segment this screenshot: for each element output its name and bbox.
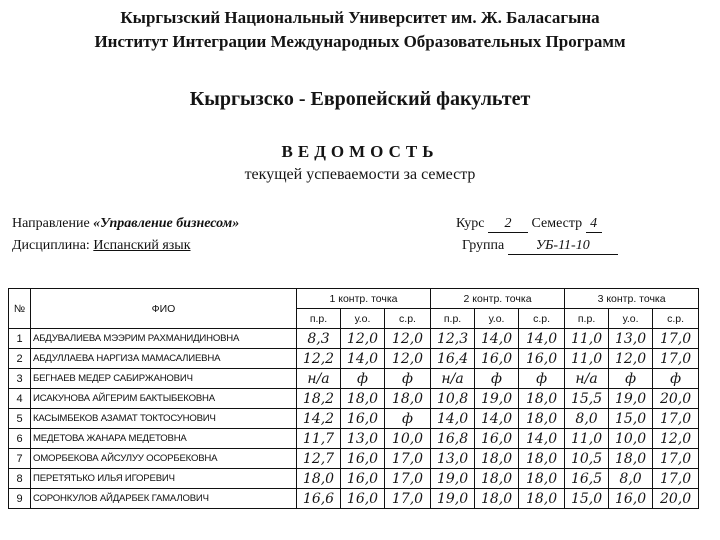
grade-cell: 16,0 xyxy=(341,489,385,509)
course-semester-line xyxy=(456,216,602,233)
grade-cell: 14,0 xyxy=(431,409,475,429)
grade-cell: 16,6 xyxy=(297,489,341,509)
grade-cell: 14,0 xyxy=(341,349,385,369)
subcol-header: п.р. xyxy=(565,309,609,329)
subcol-header: п.р. xyxy=(297,309,341,329)
grade-cell: 10,8 xyxy=(431,389,475,409)
grade-cell: 18,2 xyxy=(297,389,341,409)
grade-cell: 16,8 xyxy=(431,429,475,449)
grades-table xyxy=(8,288,699,509)
document-title: ВЕДОМОСТЬ xyxy=(281,142,439,161)
student-name: СОРОНКУЛОВ АЙДАРБЕК ГАМАЛОВИЧ xyxy=(31,489,297,509)
course-value: 2 xyxy=(488,216,528,233)
table-row xyxy=(9,449,699,469)
grade-cell: 14,2 xyxy=(297,409,341,429)
subcol-header: у.о. xyxy=(341,309,385,329)
grade-cell: ф xyxy=(475,369,519,389)
grade-cell: 18,0 xyxy=(475,489,519,509)
subcol-header: п.р. xyxy=(431,309,475,329)
grade-cell: 16,0 xyxy=(609,489,653,509)
grade-cell: 18,0 xyxy=(385,389,431,409)
grade-cell: 16,0 xyxy=(341,449,385,469)
grade-cell: 17,0 xyxy=(653,409,699,429)
grade-cell: 16,0 xyxy=(475,349,519,369)
grade-cell: ф xyxy=(385,369,431,389)
grade-cell: 17,0 xyxy=(385,449,431,469)
grade-cell: 17,0 xyxy=(385,489,431,509)
row-number: 7 xyxy=(9,449,31,469)
grade-cell: 10,0 xyxy=(385,429,431,449)
row-number: 9 xyxy=(9,489,31,509)
grade-cell: 15,0 xyxy=(565,489,609,509)
grade-cell: 12,0 xyxy=(609,349,653,369)
group-value: УБ-11-10 xyxy=(508,238,618,255)
grade-cell: ф xyxy=(609,369,653,389)
grade-cell: 19,0 xyxy=(431,469,475,489)
checkpoint-3-header: 3 контр. точка xyxy=(565,289,699,309)
grade-cell: 12,0 xyxy=(385,349,431,369)
grade-cell: 15,0 xyxy=(609,409,653,429)
student-name: МЕДЕТОВА ЖАНАРА МЕДЕТОВНА xyxy=(31,429,297,449)
row-number: 8 xyxy=(9,469,31,489)
grade-cell: 10,0 xyxy=(609,429,653,449)
grade-cell: 17,0 xyxy=(653,329,699,349)
grade-cell: н/а xyxy=(565,369,609,389)
header-row-checkpoints xyxy=(9,289,699,309)
grade-cell: 18,0 xyxy=(475,469,519,489)
grade-cell: 14,0 xyxy=(519,429,565,449)
table-row xyxy=(9,489,699,509)
table-row xyxy=(9,429,699,449)
num-header: № xyxy=(9,289,31,329)
grade-cell: 14,0 xyxy=(519,329,565,349)
grade-cell: 12,2 xyxy=(297,349,341,369)
grade-cell: н/а xyxy=(431,369,475,389)
row-number: 5 xyxy=(9,409,31,429)
grade-cell: 8,3 xyxy=(297,329,341,349)
direction-value: «Управление бизнесом» xyxy=(93,216,240,231)
student-name: АБДУВАЛИЕВА МЭЭРИМ РАХМАНИДИНОВНА xyxy=(31,329,297,349)
grade-cell: 14,0 xyxy=(475,409,519,429)
grade-cell: 12,0 xyxy=(341,329,385,349)
subcol-header: у.о. xyxy=(475,309,519,329)
grade-cell: 17,0 xyxy=(653,349,699,369)
name-header: ФИО xyxy=(31,289,297,329)
grade-cell: 16,0 xyxy=(341,469,385,489)
grade-cell: 18,0 xyxy=(519,469,565,489)
grade-cell: 11,0 xyxy=(565,329,609,349)
grade-cell: 17,0 xyxy=(385,469,431,489)
subcol-header: с.р. xyxy=(653,309,699,329)
grade-cell: 12,7 xyxy=(297,449,341,469)
table-row xyxy=(9,329,699,349)
grade-cell: 12,0 xyxy=(385,329,431,349)
discipline-line xyxy=(12,238,191,254)
grade-cell: ф xyxy=(385,409,431,429)
grade-cell: 16,0 xyxy=(341,409,385,429)
group-line xyxy=(462,238,618,255)
grade-cell: 12,0 xyxy=(653,429,699,449)
grade-cell: 19,0 xyxy=(431,489,475,509)
table-row xyxy=(9,409,699,429)
grade-cell: 13,0 xyxy=(341,429,385,449)
semester-label: Семестр xyxy=(531,216,583,231)
grade-cell: 17,0 xyxy=(653,469,699,489)
grade-cell: 11,7 xyxy=(297,429,341,449)
checkpoint-2-header: 2 контр. точка xyxy=(431,289,565,309)
grade-cell: 13,0 xyxy=(431,449,475,469)
grade-cell: 18,0 xyxy=(519,409,565,429)
university-title: Кыргызский Национальный Университет им. Ж. Баласагына xyxy=(120,8,600,27)
faculty-title: Кыргызско - Европейский факультет xyxy=(189,88,531,110)
subcol-header: с.р. xyxy=(385,309,431,329)
checkpoint-1-header: 1 контр. точка xyxy=(297,289,431,309)
student-name: КАСЫМБЕКОВ АЗАМАТ ТОКТОСУНОВИЧ xyxy=(31,409,297,429)
grade-cell: ф xyxy=(519,369,565,389)
grades-body xyxy=(9,329,699,509)
direction-line xyxy=(12,216,239,232)
grade-cell: 16,0 xyxy=(519,349,565,369)
row-number: 1 xyxy=(9,329,31,349)
grade-cell: 19,0 xyxy=(475,389,519,409)
discipline-label: Дисциплина: xyxy=(12,238,90,253)
grade-cell: 10,5 xyxy=(565,449,609,469)
document-subtitle: текущей успеваемости за семестр xyxy=(244,166,476,183)
row-number: 4 xyxy=(9,389,31,409)
grade-cell: 19,0 xyxy=(609,389,653,409)
grade-cell: 17,0 xyxy=(653,449,699,469)
subcol-header: у.о. xyxy=(609,309,653,329)
table-row xyxy=(9,369,699,389)
grade-cell: 18,0 xyxy=(519,389,565,409)
student-name: ПЕРЕТЯТЬКО ИЛЬЯ ИГОРЕВИЧ xyxy=(31,469,297,489)
grade-cell: ф xyxy=(653,369,699,389)
grade-cell: ф xyxy=(341,369,385,389)
student-name: БЕГНАЕВ МЕДЕР САБИРЖАНОВИЧ xyxy=(31,369,297,389)
semester-value: 4 xyxy=(586,216,602,233)
course-label: Курс xyxy=(456,216,485,231)
grade-cell: 20,0 xyxy=(653,489,699,509)
grade-cell: 18,0 xyxy=(609,449,653,469)
direction-label: Направление xyxy=(12,216,90,231)
grade-cell: 18,0 xyxy=(475,449,519,469)
table-row xyxy=(9,389,699,409)
institute-title: Институт Интеграции Международных Образовательных Программ xyxy=(94,32,626,51)
grade-cell: н/а xyxy=(297,369,341,389)
grade-cell: 16,4 xyxy=(431,349,475,369)
grade-cell: 18,0 xyxy=(519,449,565,469)
grade-cell: 12,3 xyxy=(431,329,475,349)
grade-cell: 18,0 xyxy=(519,489,565,509)
grade-cell: 20,0 xyxy=(653,389,699,409)
student-name: ИСАКУНОВА АЙГЕРИМ БАКТЫБЕКОВНА xyxy=(31,389,297,409)
subcol-header: с.р. xyxy=(519,309,565,329)
grade-cell: 16,5 xyxy=(565,469,609,489)
table-row xyxy=(9,349,699,369)
grade-cell: 14,0 xyxy=(475,329,519,349)
row-number: 2 xyxy=(9,349,31,369)
row-number: 6 xyxy=(9,429,31,449)
grade-cell: 11,0 xyxy=(565,349,609,369)
grade-cell: 13,0 xyxy=(609,329,653,349)
grade-cell: 8,0 xyxy=(565,409,609,429)
discipline-value: Испанский язык xyxy=(93,238,191,253)
grade-cell: 16,0 xyxy=(475,429,519,449)
grade-cell: 15,5 xyxy=(565,389,609,409)
row-number: 3 xyxy=(9,369,31,389)
student-name: АБДУЛЛАЕВА НАРГИЗА МАМАСАЛИЕВНА xyxy=(31,349,297,369)
grade-cell: 18,0 xyxy=(297,469,341,489)
grade-cell: 8,0 xyxy=(609,469,653,489)
grade-cell: 11,0 xyxy=(565,429,609,449)
table-row xyxy=(9,469,699,489)
group-label: Группа xyxy=(462,238,505,253)
student-name: ОМОРБЕКОВА АЙСУЛУУ ОСОРБЕКОВНА xyxy=(31,449,297,469)
grade-cell: 18,0 xyxy=(341,389,385,409)
